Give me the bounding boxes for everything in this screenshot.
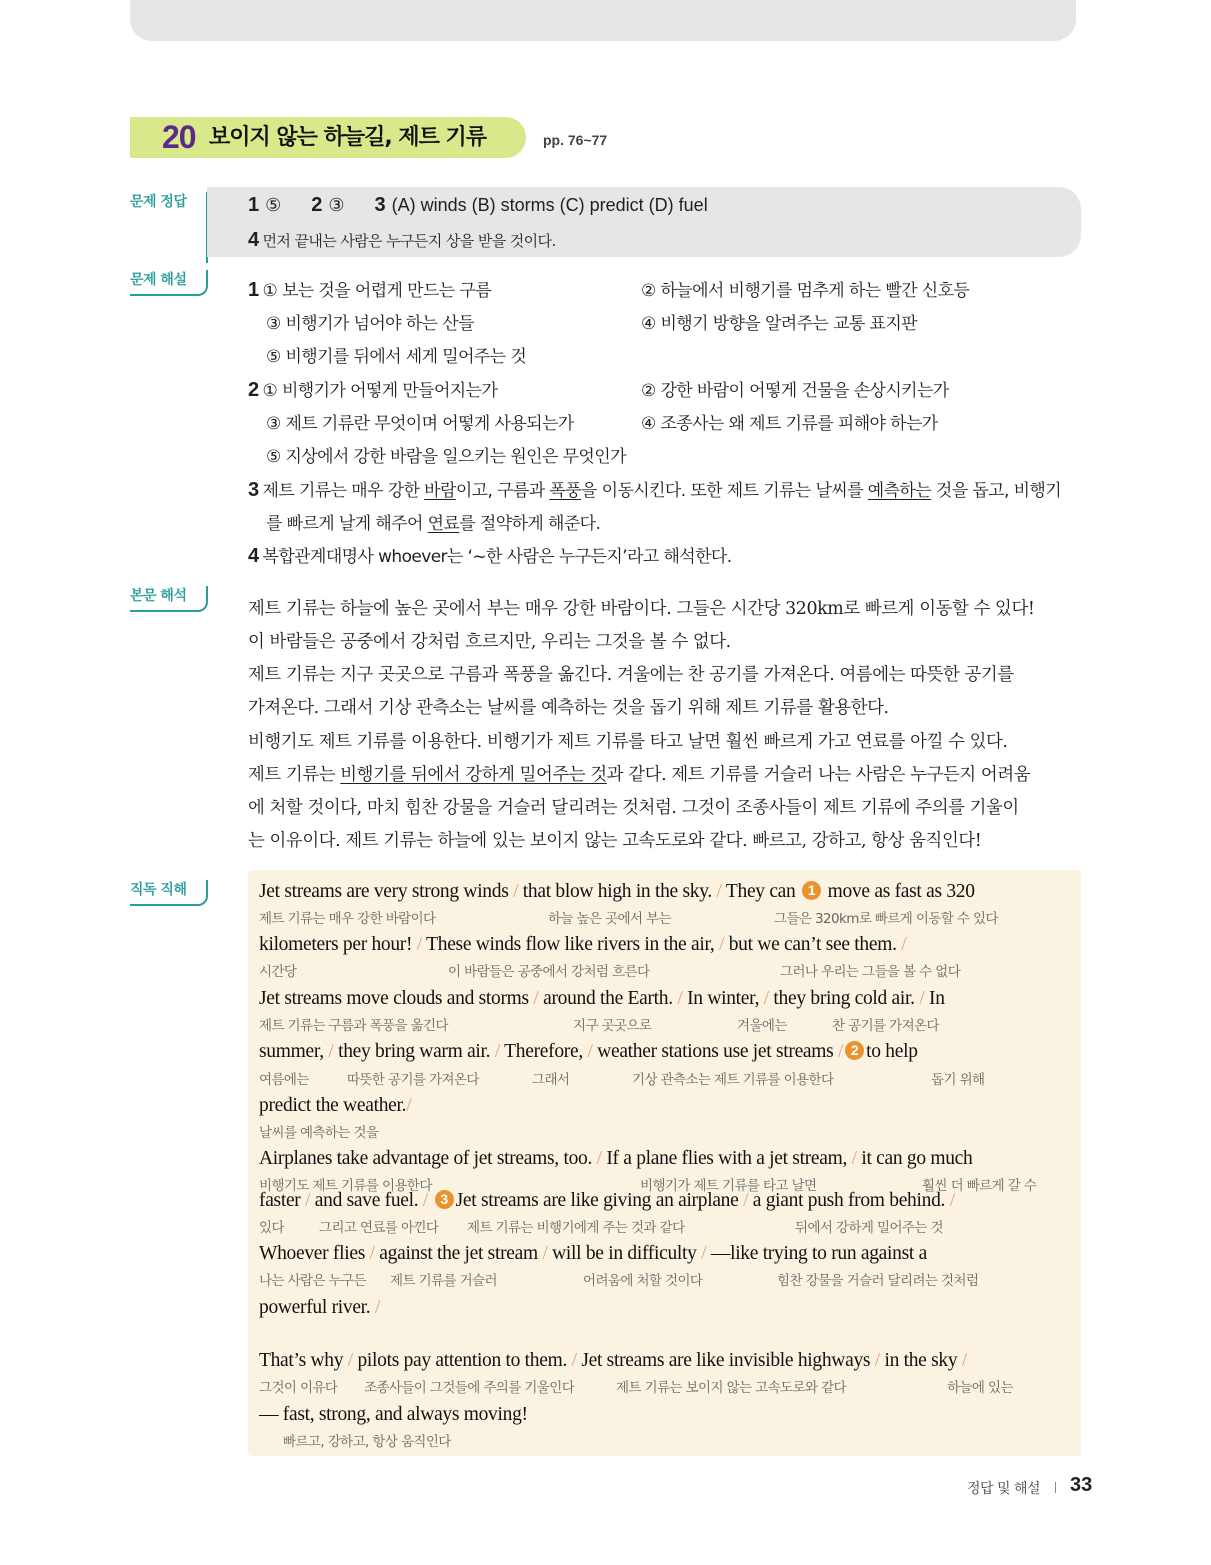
reading-gloss: 여름에는	[259, 1072, 309, 1088]
reading-gloss: 힘찬 강물을 거슬러 달리려는 것처럼	[777, 1273, 979, 1289]
exp-q1-option-4: ④ 비행기 방향을 알려주는 교통 표지판	[641, 314, 917, 334]
translation-line-3: 제트 기류는 지구 곳곳으로 구름과 폭풍을 옮긴다. 겨울에는 찬 공기를 가져온다. 여름에는 따뜻한 공기를	[248, 665, 1014, 685]
translation-line-8: 는 이유이다. 제트 기류는 하늘에 있는 보이지 않는 고속도로와 같다. 빠르고, 강하고, 항상 움직인다!	[248, 831, 982, 851]
answers-line-2: 4 먼저 끝내는 사람은 누구든지 상을 받을 것이다.	[248, 229, 556, 251]
reading-gloss: 제트 기류를 거슬러	[390, 1273, 497, 1289]
reading-row-2: kilometers per hour! / These winds flow like rivers in the air, / but we can’t see them. /	[259, 934, 907, 955]
reading-gloss: 지구 곳곳으로	[573, 1018, 652, 1034]
footer-separator	[1055, 1482, 1056, 1493]
label-answers: 문제 정답	[130, 192, 208, 263]
reading-gloss: 뒤에서 강하게 밀어주는 것	[795, 1220, 943, 1236]
reading-row-11: — fast, strong, and always moving!	[259, 1404, 528, 1425]
lesson-number: 20	[162, 119, 196, 155]
reading-row-9: powerful river. /	[259, 1297, 381, 1318]
reading-row-6: Airplanes take advantage of jet streams, too. / If a plane flies with a jet stream, / it can go much	[259, 1148, 973, 1169]
reading-gloss: 그것이 이유다	[259, 1380, 338, 1396]
top-decoration-bar	[130, 0, 1076, 41]
reading-gloss: 시간당	[259, 964, 297, 980]
reading-row-1: Jet streams are very strong winds / that blow high in the sky. / They can 1 move as fast as 320	[259, 881, 975, 902]
exp-q2-option-1: 2 ① 비행기가 어떻게 만들어지는가	[248, 379, 498, 401]
reading-gloss: 있다	[259, 1220, 284, 1236]
reading-gloss: 제트 기류는 구름과 폭풍을 옮긴다	[259, 1018, 448, 1034]
marker-3: 3	[435, 1190, 454, 1209]
page-number: 33	[1070, 1474, 1093, 1496]
translation-line-4: 가져온다. 그래서 기상 관측소는 날씨를 예측하는 것을 돕기 위해 제트 기류를 활용한다.	[248, 698, 889, 718]
reading-row-5: predict the weather./	[259, 1095, 412, 1116]
reading-gloss: 빠르고, 강하고, 항상 움직인다	[283, 1434, 451, 1450]
reading-gloss: 기상 관측소는 제트 기류를 이용한다	[632, 1072, 834, 1088]
reading-gloss: 제트 기류는 비행기에게 주는 것과 같다	[467, 1220, 685, 1236]
reading-gloss: 따뜻한 공기를 가져온다	[347, 1072, 479, 1088]
translation-line-2: 이 바람들은 공중에서 강처럼 흐르지만, 우리는 그것을 볼 수 없다.	[248, 632, 731, 652]
reading-gloss: 제트 기류는 매우 강한 바람이다	[259, 911, 436, 927]
reading-gloss: 그리고 연료를 아낀다	[319, 1220, 439, 1236]
translation-line-7: 에 처할 것이다, 마치 힘찬 강물을 거슬러 달리려는 것처럼. 그것이 조종사들이 제트 기류에 주의를 기울이	[248, 798, 1019, 818]
reading-gloss: 하늘 높은 곳에서 부는	[548, 911, 672, 927]
reading-gloss: 비행기가 제트 기류를 타고 날면	[640, 1178, 817, 1194]
reading-gloss: 그래서	[532, 1072, 570, 1088]
exp-q3-line-1: 3 제트 기류는 매우 강한 바람이고, 구름과 폭풍을 이동시킨다. 또한 제트 기류는 날씨를 예측하는 것을 돕고, 비행기	[248, 479, 1062, 501]
reading-gloss: 찬 공기를 가져온다	[832, 1018, 939, 1034]
reading-gloss: 조종사들이 그것들에 주의를 기울인다	[364, 1380, 575, 1396]
reading-gloss: 훨씬 더 빠르게 갈 수	[922, 1178, 1037, 1194]
marker-1: 1	[802, 881, 821, 900]
reading-gloss: 어려움에 처할 것이다	[583, 1273, 703, 1289]
reading-row-4: summer, / they bring warm air. / Therefore, / weather stations use jet streams / 2 to help	[259, 1041, 918, 1062]
reading-gloss: 하늘에 있는	[947, 1380, 1013, 1396]
answers-line-1: 1 ⑤ 2 ③ 3 (A) winds (B) storms (C) predict (D) fuel	[248, 194, 708, 216]
exp-q2-option-3: ③ 제트 기류란 무엇이며 어떻게 사용되는가	[266, 414, 574, 434]
exp-q4: 4 복합관계대명사 whoever는 ‘~한 사람은 누구든지’라고 해석한다.	[248, 545, 732, 567]
reading-gloss: 그들은 320km로 빠르게 이동할 수 있다	[774, 911, 998, 927]
reading-gloss: 날씨를 예측하는 것을	[259, 1125, 379, 1141]
exp-q1-option-2: ② 하늘에서 비행기를 멈추게 하는 빨간 신호등	[641, 281, 970, 301]
label-direct-reading: 직독 직해	[130, 880, 208, 906]
footer-label: 정답 및 해설	[967, 1481, 1041, 1497]
reading-row-10: That’s why / pilots pay attention to them. / Jet streams are like invisible highways / in the sky /	[259, 1350, 968, 1371]
reading-gloss: 그러나 우리는 그들을 볼 수 없다	[780, 964, 961, 980]
marker-2: 2	[845, 1041, 864, 1060]
reading-gloss: 돕기 위해	[931, 1072, 985, 1088]
translation-line-5: 비행기도 제트 기류를 이용한다. 비행기가 제트 기류를 타고 날면 훨씬 빠르게 가고 연료를 아낄 수 있다.	[248, 732, 1008, 752]
translation-line-1: 제트 기류는 하늘에 높은 곳에서 부는 매우 강한 바람이다. 그들은 시간당 320km로 빠르게 이동할 수 있다!	[248, 599, 1035, 619]
translation-line-6: 제트 기류는 비행기를 뒤에서 강하게 밀어주는 것과 같다. 제트 기류를 거슬러 나는 사람은 누구든지 어려움	[248, 765, 1031, 785]
page-reference: pp. 76~77	[543, 132, 608, 148]
label-explanation: 문제 해설	[130, 270, 208, 296]
lesson-title: 보이지 않는 하늘길, 제트 기류	[209, 125, 487, 150]
exp-q2-option-4: ④ 조종사는 왜 제트 기류를 피해야 하는가	[641, 414, 938, 434]
exp-q1-option-1: 1 ① 보는 것을 어렵게 만드는 구름	[248, 279, 492, 301]
exp-q3-line-2: 를 빠르게 날게 해주어 연료를 절약하게 해준다.	[266, 514, 601, 534]
reading-row-7: faster / and save fuel. / 3 Jet streams are like giving an airplane / a giant push from behind. /	[259, 1190, 955, 1211]
reading-gloss: 겨울에는	[737, 1018, 787, 1034]
reading-gloss: 이 바람들은 공중에서 강처럼 흐른다	[448, 964, 650, 980]
reading-gloss: 제트 기류는 보이지 않는 고속도로와 같다	[616, 1380, 846, 1396]
label-translation: 본문 해석	[130, 586, 208, 612]
reading-row-3: Jet streams move clouds and storms / around the Earth. / In winter, / they bring cold air. / In	[259, 988, 945, 1009]
reading-row-8: Whoever flies / against the jet stream / will be in difficulty / —like trying to run against a	[259, 1243, 927, 1264]
exp-q2-option-2: ② 강한 바람이 어떻게 건물을 손상시키는가	[641, 381, 949, 401]
exp-q1-option-3: ③ 비행기가 넘어야 하는 산들	[266, 314, 474, 334]
exp-q2-option-5: ⑤ 지상에서 강한 바람을 일으키는 원인은 무엇인가	[266, 447, 626, 467]
reading-gloss: 나는 사람은 누구든	[259, 1273, 366, 1289]
reading-gloss: 비행기도 제트 기류를 이용한다	[259, 1178, 432, 1194]
exp-q1-option-5: ⑤ 비행기를 뒤에서 세게 밀어주는 것	[266, 347, 527, 367]
